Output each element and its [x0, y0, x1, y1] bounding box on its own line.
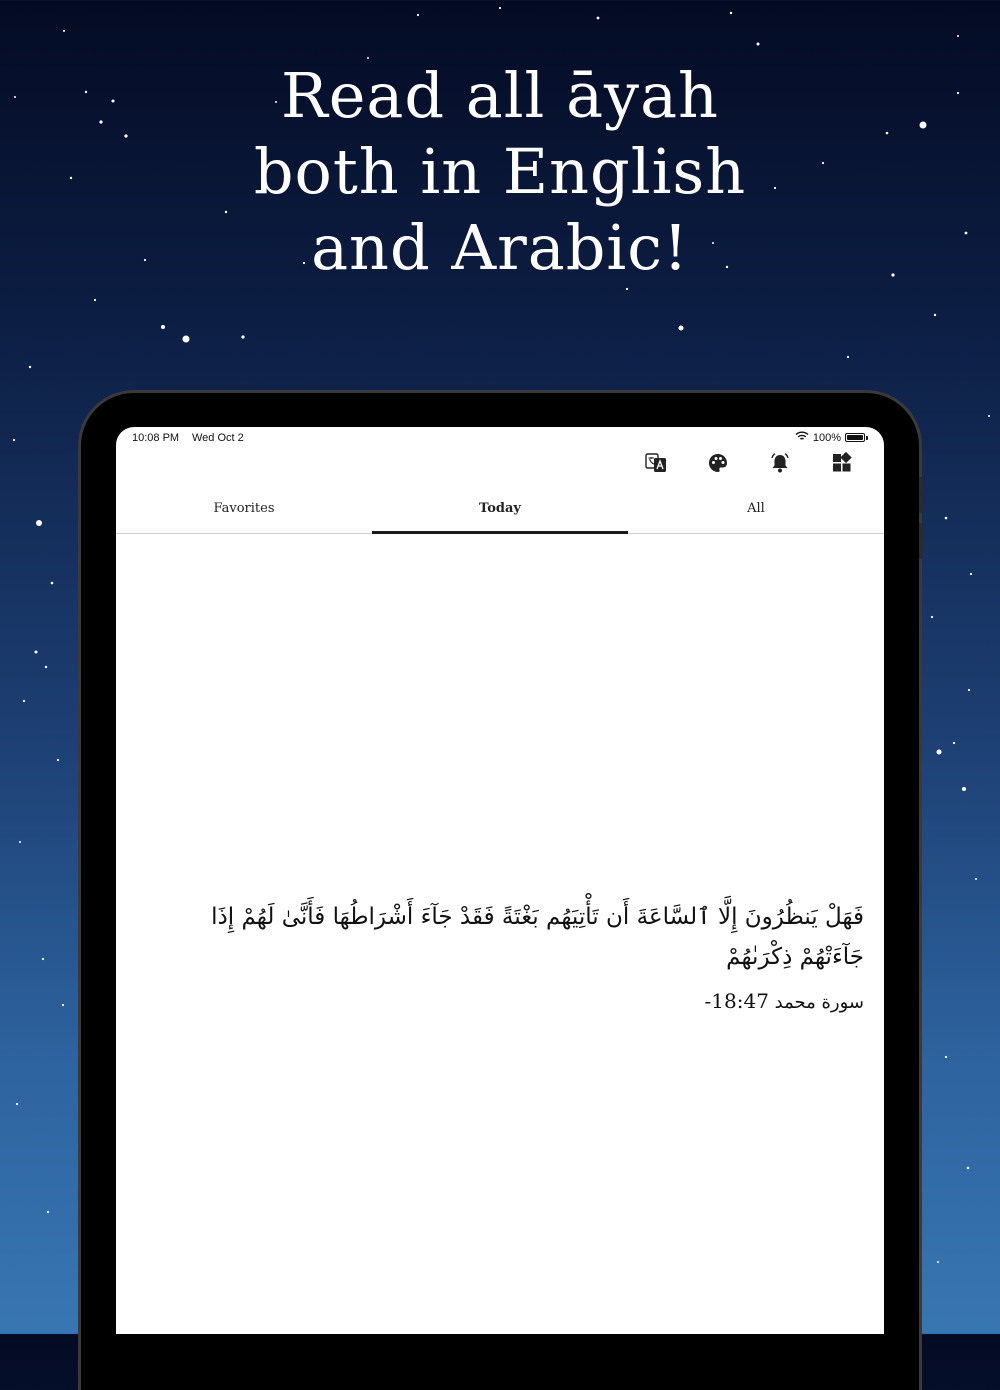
- status-bar: [116, 427, 884, 449]
- widgets-icon: [831, 452, 853, 479]
- headline-line-1: Read all āyah: [281, 59, 719, 132]
- ayah-reference: [705, 989, 864, 1013]
- translate-icon: [645, 452, 667, 479]
- widgets-button[interactable]: [830, 453, 854, 477]
- app-screen: [116, 427, 884, 1334]
- battery-icon: [845, 433, 865, 442]
- palette-icon: [707, 452, 729, 479]
- bell-icon: [769, 452, 791, 479]
- battery-percent: 100%: [812, 431, 841, 444]
- status-time: 10:08 PM: [132, 432, 180, 444]
- theme-button[interactable]: [706, 453, 730, 477]
- verse-number: 18:47-: [704, 989, 769, 1013]
- toolbar: [644, 453, 854, 477]
- battery-fill: [847, 435, 863, 440]
- headline-line-2: both in English: [253, 135, 747, 208]
- promo-headline: [0, 58, 1000, 286]
- tab-favorites[interactable]: Favorites: [213, 501, 275, 516]
- status-indicators: [795, 431, 868, 444]
- status-date: Wed Oct 2: [192, 432, 244, 444]
- translate-button[interactable]: [644, 453, 668, 477]
- volume-up-button: [919, 477, 923, 513]
- surah-name: سورة محمد: [774, 992, 864, 1013]
- tab-bar: [116, 491, 884, 534]
- ayah-arabic-text: فَهَلْ يَنظُرُونَ إِلَّا ٱلسَّاعَةَ أَن تَأْتِيَهُم بَغْتَةً فَقَدْ جَآءَ أَشْرَاطُهَا فَأَنَّىٰ لَهُمْ إِذَا جَآءَتْهُمْ ذِكْرَىٰهُمْ: [211, 904, 864, 970]
- tab-today[interactable]: Today: [372, 491, 628, 533]
- battery-tip: [866, 436, 868, 440]
- notifications-button[interactable]: [768, 453, 792, 477]
- volume-down-button: [919, 523, 923, 559]
- headline-line-3: and Arabic!: [311, 211, 689, 284]
- wifi-icon: [795, 431, 809, 444]
- tab-all[interactable]: All: [747, 501, 765, 516]
